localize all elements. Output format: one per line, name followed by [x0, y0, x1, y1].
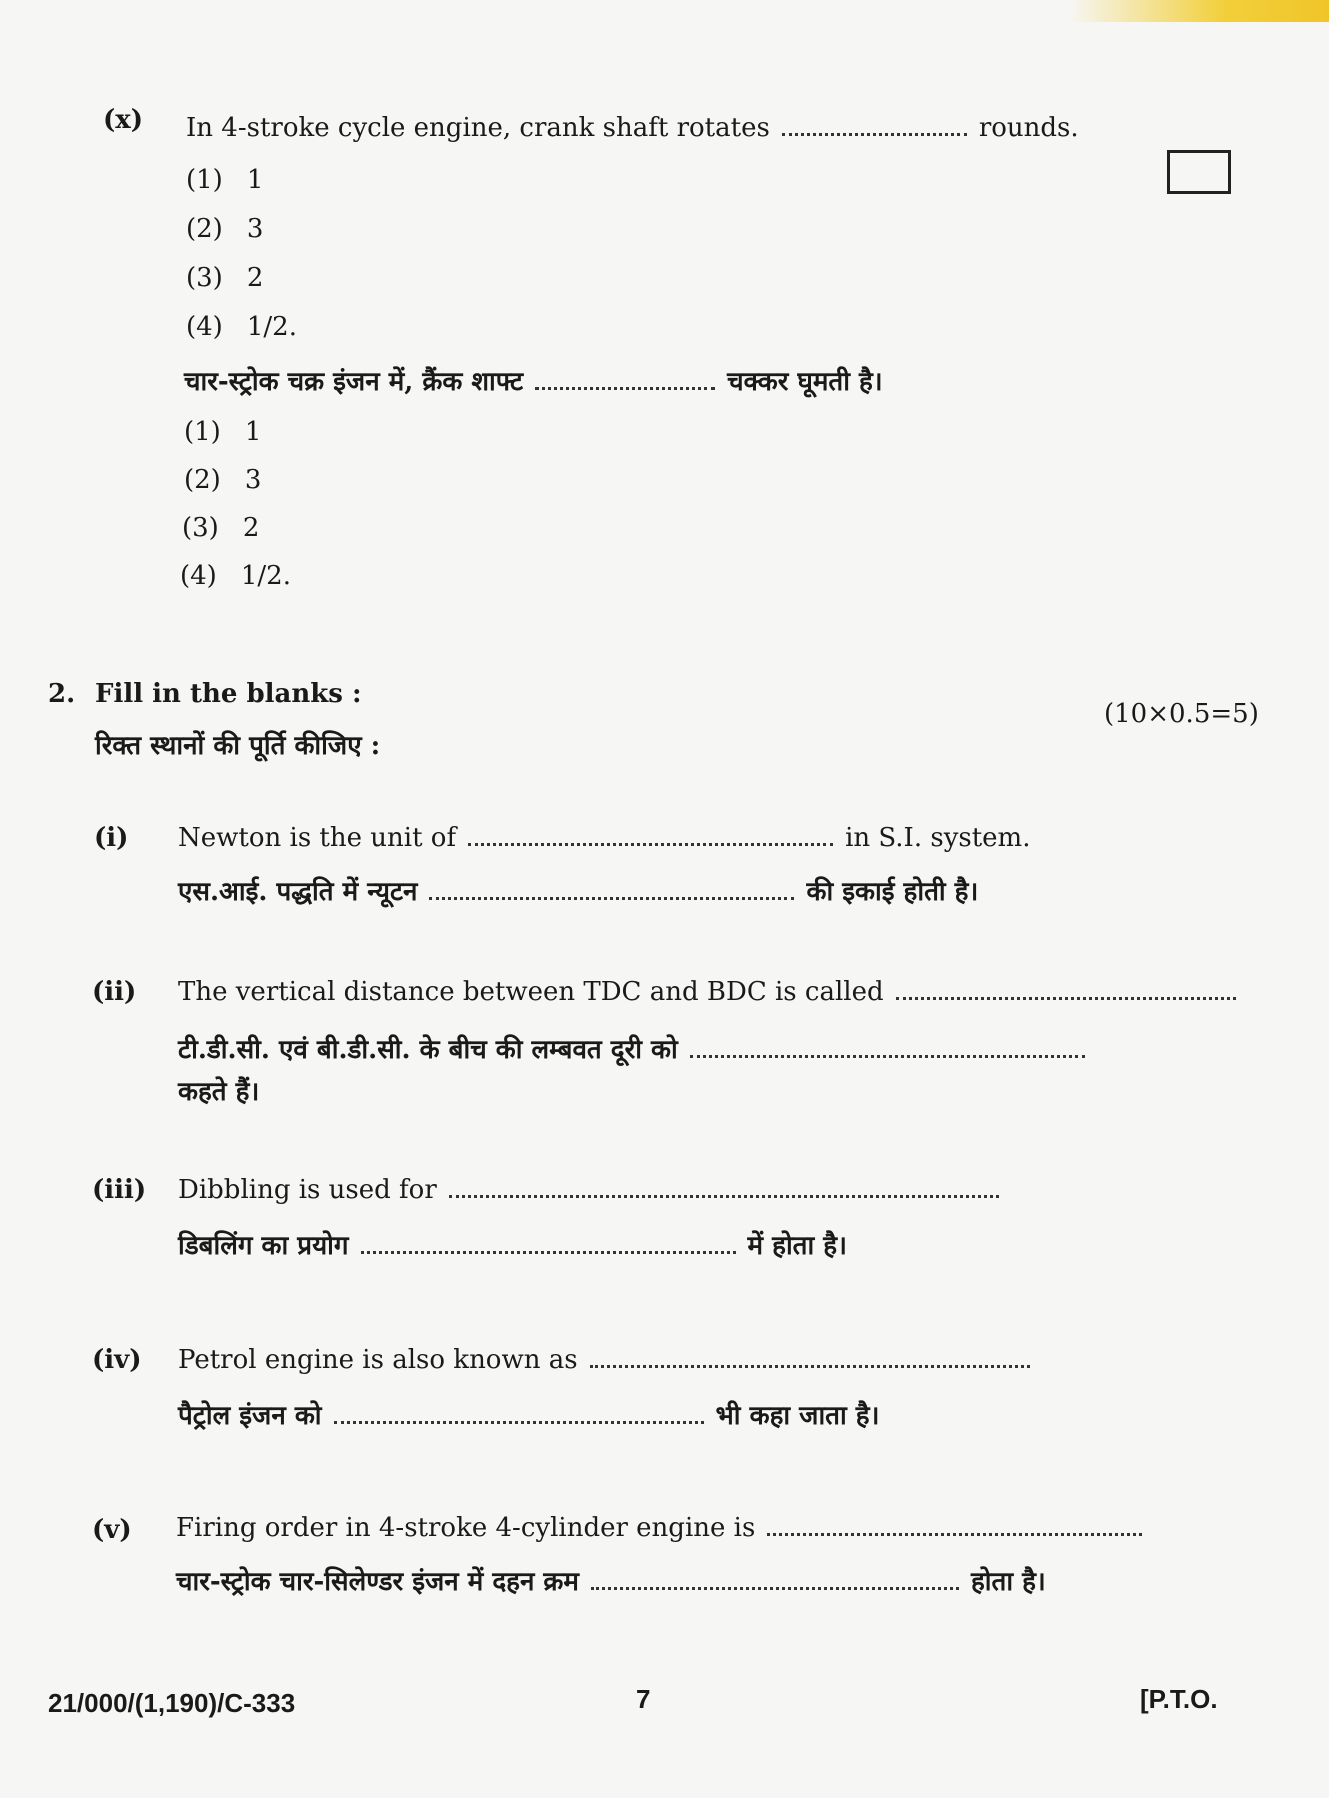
- item-number: (iii): [92, 1175, 147, 1205]
- item-text-hi: एस.आई. पद्धति में न्यूटन की इकाई होती है।: [178, 877, 979, 907]
- answer-blank: [334, 1403, 704, 1424]
- answer-box[interactable]: [1167, 150, 1231, 194]
- question-number: 2.: [48, 679, 76, 709]
- option-en-2: (2) 3: [186, 214, 264, 244]
- pto-label: [P.T.O.: [1140, 1684, 1218, 1714]
- option-en-1: (1) 1: [186, 165, 264, 195]
- question-number: (x): [103, 105, 144, 135]
- marks-label: (10×0.5=5): [1104, 699, 1259, 729]
- question-text-hi-pre: चार-स्ट्रोक चक्र इंजन में, क्रैंक शाफ्ट: [184, 367, 524, 397]
- item-text-en: Firing order in 4-stroke 4-cylinder engine is: [176, 1512, 1154, 1544]
- answer-blank: [361, 1233, 736, 1254]
- item-text-en: The vertical distance between TDC and BDC is called: [178, 976, 1248, 1008]
- option-hi-2: (2) 3: [184, 465, 262, 495]
- question-text-en-post: rounds.: [978, 113, 1079, 143]
- item-text-hi: टी.डी.सी. एवं बी.डी.सी. के बीच की लम्बवत दूरी को: [178, 1034, 1097, 1066]
- answer-blank: [782, 115, 967, 136]
- answer-blank: [896, 979, 1236, 1000]
- option-en-4: (4) 1/2.: [186, 312, 297, 342]
- answer-blank: [468, 825, 833, 846]
- item-text-en: Newton is the unit of in S.I. system.: [178, 823, 1031, 853]
- item-number: (i): [94, 823, 129, 853]
- option-hi-4: (4) 1/2.: [180, 561, 291, 591]
- item-text-hi: चार-स्ट्रोक चार-सिलेण्डर इंजन में दहन क्रम होता है।: [176, 1567, 1046, 1597]
- option-hi-3: (3) 2: [182, 513, 260, 543]
- section-title-hi: रिक्त स्थानों की पूर्ति कीजिए :: [95, 731, 381, 761]
- item-text-hi: पैट्रोल इंजन को भी कहा जाता है।: [178, 1401, 880, 1431]
- answer-blank: [449, 1177, 999, 1198]
- item-text-hi-cont: कहते हैं।: [178, 1077, 260, 1107]
- option-hi-1: (1) 1: [184, 417, 262, 447]
- answer-blank: [591, 1569, 959, 1590]
- item-text-en: Petrol engine is also known as: [178, 1344, 1042, 1376]
- item-text-en: Dibbling is used for: [178, 1174, 1011, 1206]
- paper-code: 21/000/(1,190)/C-333: [48, 1688, 296, 1718]
- option-en-3: (3) 2: [186, 263, 264, 293]
- section-title-en: Fill in the blanks :: [95, 679, 362, 709]
- item-number: (ii): [92, 977, 137, 1007]
- answer-blank: [590, 1347, 1030, 1368]
- question-text-en: [186, 112, 1079, 144]
- page-number: 7: [636, 1684, 651, 1714]
- question-text-hi: [184, 366, 883, 398]
- answer-blank: [690, 1037, 1085, 1058]
- item-number: (v): [92, 1515, 132, 1545]
- page-corner-stain: [1069, 0, 1329, 22]
- item-number: (iv): [92, 1345, 142, 1375]
- question-text-hi-post: चक्कर घूमती है।: [727, 367, 883, 397]
- answer-blank: [429, 879, 794, 900]
- item-text-hi: डिबलिंग का प्रयोग में होता है।: [178, 1231, 847, 1261]
- answer-blank: [535, 369, 715, 390]
- question-text-en-pre: In 4-stroke cycle engine, crank shaft rotates: [186, 113, 770, 143]
- answer-blank: [767, 1515, 1142, 1536]
